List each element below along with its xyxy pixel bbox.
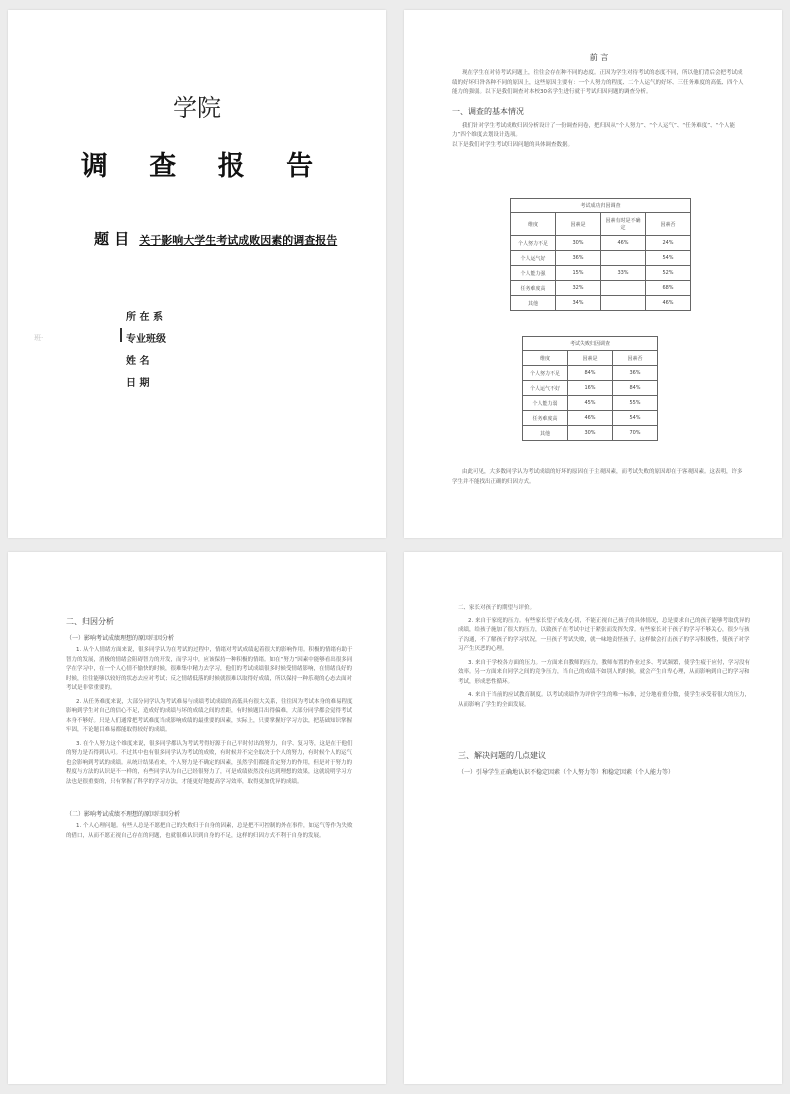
cover-fields xyxy=(126,308,166,396)
cover-topic-value: 关于影响大学生考试成败因素的调查报告 xyxy=(139,234,338,247)
table-cell xyxy=(601,251,646,266)
preface-heading: 前 言 xyxy=(589,53,609,62)
table-header: 因素是 xyxy=(556,213,601,236)
section-attribution-analysis: 二、归因分析 xyxy=(66,617,114,626)
table-cell: 46% xyxy=(646,296,691,311)
suggestions-page xyxy=(404,552,782,1084)
cover-faint-mark: 班· xyxy=(34,334,44,342)
preface-intro: 现在学生在对待考试问题上，往往会存在种不同的态度。正因为学生对待考试的态度不同，所以他们背后会把考试成绩的好坏归咎各种不同的原因上，这些原因主要有：一个人努力的程度、二个人运气的好坏、三任务难度的高低、四个人能力的强弱。以下是我们调查对本校30名学生进行就于考试归因问题的调查分析。 xyxy=(452,70,744,95)
analysis-paragraph: 1. 从个人情绪方面来说，很多同学认为在考试的过程中，情绪对考试成绩起着很大的影响作用。积极的情绪有助于智力的发展，消极的情绪会阻碍智力的开发，而学习中，应该保持一种积极的情绪。如在“努力”因素中能够看出很多同学在学习中，在一个人心情不愉快的时候，很难集中精力去学习，他们的考试成绩很多时候受情绪影响，在情绪良好的时候，往往能够以较好的状态去应对考试；反之情绪低落的时候就很难以取得好成绩，所以保持一种乐观的心态去面对考试是非常重要的。 xyxy=(66,647,353,691)
table-cell: 24% xyxy=(646,236,691,251)
table-cell: 54% xyxy=(646,251,691,266)
table-header: 因素否 xyxy=(646,213,691,236)
cover-topic xyxy=(94,228,337,249)
table-cell: 54% xyxy=(613,411,658,426)
cover-field-class xyxy=(126,330,166,352)
subsection-failure-analysis: （二）影响考试成绩不理想的原因归因分析 xyxy=(66,811,181,818)
table-row xyxy=(511,251,691,266)
lead-line: 二、家长对孩子的期望与评价。 xyxy=(458,605,536,611)
table-cell xyxy=(601,281,646,296)
table-cell: 16% xyxy=(568,381,613,396)
table-caption: 考试成功归因调查 xyxy=(510,198,691,212)
method-note: 以下是我们对学生考试归因问题的具体调查数据。 xyxy=(452,141,574,148)
failure-attribution-table xyxy=(522,336,658,441)
table-cell: 70% xyxy=(613,426,658,441)
cover-field-date: 日 期 xyxy=(126,378,150,389)
analysis-paragraph: 1. 个人心理问题。有些人总是不愿把自己的失败归于自身的因素，总是把不可控制的外在事件，如运气等作为失败的借口，从而不愿正视自己存在的问题，也就很难认识到自身的不足，这样的归因方式不利于自身的发展。 xyxy=(66,823,353,839)
text-cursor-bar xyxy=(120,328,122,342)
table-cell: 个人努力不足 xyxy=(523,366,568,381)
conclusion-paragraph: 由此可见，大多数同学认为考试成绩的好坏的原因在于主观因素，而考试失败的原因却在于客观因素。这表明，许多学生并不能找出正确的归因方式。 xyxy=(452,469,743,485)
table-cell: 36% xyxy=(613,366,658,381)
table-cell: 任务难度高 xyxy=(523,411,568,426)
table-cell: 个人能力强 xyxy=(511,266,556,281)
table-cell: 52% xyxy=(646,266,691,281)
analysis-paragraph: 3. 在个人努力这个维度来说，很多同学都认为考试考得好源于自己平时付出的努力，自学、复习等，这是在于他们的努力是否得到认可。不过其中也有很多同学认为考试的成败，有时候并不完全取决于个人的努力，有时候个人的运气也会影响到考试的成绩。从统计结果看来，个人努力是不确定的因素，虽然学们都能肯定努力的作用，但是对于努力的程度与方法的认识是不一样的，有些同学认为自己已经很努力了，可是成绩依然没有达到理想的效果，这就说明学习方法也是很重要的，只有掌握了科学的学习方法，才能更好地提高学习效率，取得更加优异的成绩。 xyxy=(66,740,353,785)
table-cell: 84% xyxy=(568,366,613,381)
pressure-paragraph: 2. 来自于家庭的压力。有些家长望子成龙心切，不能正视自己孩子的具体情况，总是要求自己的孩子能够考取优异的成绩，给孩子施加了很大的压力，以致孩子在考试中过于紧张而发挥失常。有些家长对于孩子的学习不够关心，很少与孩子沟通，不了解孩子的学习状况，一旦孩子考试失败，就一味地责怪孩子，这样做会打击孩子的学习积极性，使孩子对学习产生厌恶的心理。 xyxy=(458,617,750,652)
table-row xyxy=(523,396,658,411)
table-cell: 个人运气好 xyxy=(511,251,556,266)
table-cell: 45% xyxy=(568,396,613,411)
table-header: 维度 xyxy=(511,213,556,236)
subsection-success-analysis: （一）影响考试成绩理想的原因归因分析 xyxy=(66,635,175,642)
table-cell: 其他 xyxy=(511,296,556,311)
cover-report-title: 调 查 报 告 xyxy=(80,151,330,182)
table-row xyxy=(523,426,658,441)
table-cell: 68% xyxy=(646,281,691,296)
pressure-paragraph: 4. 来自于当前的应试教育制度。以考试成绩作为评价学生的唯一标准，过分地看重分数，使学生承受着很大的压力，从而影响了学生的全面发展。 xyxy=(458,692,750,708)
success-attribution-table xyxy=(510,198,691,311)
cover-field-name: 姓 名 xyxy=(126,356,150,367)
table-header: 维度 xyxy=(523,351,568,366)
section-suggestions: 三、解决问题的几点建议 xyxy=(458,751,546,760)
cover-school-name: 学院 xyxy=(173,94,221,122)
table-row xyxy=(511,281,691,296)
table-cell: 55% xyxy=(613,396,658,411)
table-cell: 36% xyxy=(556,251,601,266)
table-cell: 84% xyxy=(613,381,658,396)
pressure-paragraph: 3. 来自于学校各方面的压力。一方面来自教师的压力，教师布置的作业过多、考试频繁，使学生疲于应付，学习没有效率。另一方面来自同学之间的竞争压力，当自己的成绩不如别人的时候，就会产生自卑心理，从而影响到自己的学习和考试，形成恶性循环。 xyxy=(458,659,750,685)
cover-field-department: 所 在 系 xyxy=(126,312,163,323)
table-row xyxy=(523,411,658,426)
table-header: 因素否 xyxy=(613,351,658,366)
table-row xyxy=(523,381,658,396)
table-header: 因素有时是不确定 xyxy=(601,213,646,236)
table-cell: 个人能力弱 xyxy=(523,396,568,411)
table-cell: 46% xyxy=(568,411,613,426)
method-paragraph: 我们针对学生考试成败归因分析设计了一份调查问卷，把归因从“个人努力”、“个人运气”、“任务难度”、“个人能力”四个维度去划设计选项。 xyxy=(452,122,735,138)
table-row xyxy=(511,236,691,251)
cover-topic-label: 题 目 xyxy=(94,230,130,248)
analysis-page xyxy=(8,552,386,1084)
table-cell: 30% xyxy=(568,426,613,441)
analysis-paragraph: 2. 从任务难度来说，大部分同学认为考试难易与成绩考试成绩的高低具有很大关系，往往因为考试本身的难易程度影响到学生对自己的信心不足，造成好的成绩与坏的成绩之间的差距，有时候题目出得偏难，大部分同学都会觉得考试本身不够好。只是人们通常把考试难度当成影响成绩的最重要的因素，实际上，只要掌握好学习方法，把基础知识掌握牢固，不论题目难易都能取得较好的成绩。 xyxy=(66,698,353,733)
table-row xyxy=(511,266,691,281)
table-cell: 15% xyxy=(556,266,601,281)
table-cell xyxy=(601,296,646,311)
table-caption: 考试失败归因调查 xyxy=(522,336,658,350)
table-cell: 个人运气不好 xyxy=(523,381,568,396)
table-header: 因素是 xyxy=(568,351,613,366)
table-cell: 33% xyxy=(601,266,646,281)
cover-page xyxy=(8,10,386,538)
subsection-guidance: （一）引导学生正确地认识不稳定因素（个人努力等）和稳定因素（个人能力等） xyxy=(458,769,675,776)
table-row xyxy=(523,366,658,381)
table-cell: 其他 xyxy=(523,426,568,441)
cover-field-class-label: 专业班级 xyxy=(126,334,166,345)
table-cell: 任务难度高 xyxy=(511,281,556,296)
table-cell: 34% xyxy=(556,296,601,311)
table-cell: 30% xyxy=(556,236,601,251)
table-row xyxy=(511,296,691,311)
table-cell: 46% xyxy=(601,236,646,251)
table-cell: 个人努力不足 xyxy=(511,236,556,251)
table-cell: 32% xyxy=(556,281,601,296)
section-basic-situation: 一、调查的基本情况 xyxy=(452,106,524,116)
preface-page xyxy=(404,10,782,538)
